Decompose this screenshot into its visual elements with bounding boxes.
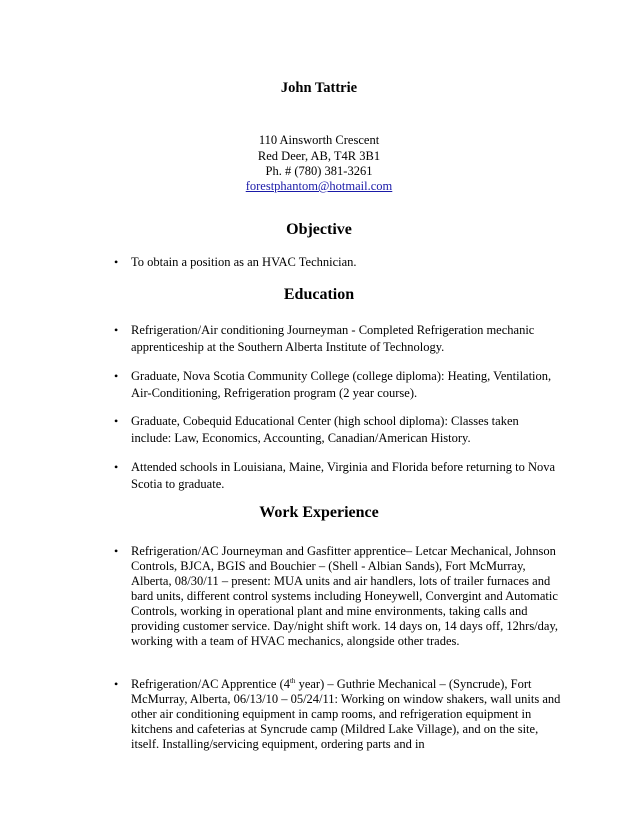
bullet-icon: • [114, 677, 119, 691]
work-experience-heading: Work Experience [259, 504, 379, 521]
email-link[interactable]: forestphantom@hotmail.com [245, 179, 393, 193]
work-text-rest: year) – Guthrie Mechanical – (Syncrude), Fort McMurray, Alberta, 06/13/10 – 05/24/11: Working on window shakers, wall units and other air conditioning equipment in camp rooms, and refrigeration equipment in kitchens and cafeterias at Syncrude camp (Mildred Lake Village), and on the site, itself. Installing/servicing equipment, ordering parts and in [131, 677, 561, 751]
applicant-name: John Tattrie [280, 80, 358, 96]
education-text: Graduate, Cobequid Educational Center (high school diploma): Classes taken include: Law, Economics, Accounting, Canadian/American History. [131, 414, 519, 445]
bullet-icon: • [114, 369, 119, 383]
phone-number: Ph. # (780) 381-3261 [265, 164, 373, 178]
work-text-start: Refrigeration/AC Apprentice (4 [131, 677, 290, 691]
education-text: Graduate, Nova Scotia Community College (college diploma): Heating, Ventilation, Air-Conditioning, Refrigeration program (2 year course). [131, 369, 552, 400]
address-line-2: Red Deer, AB, T4R 3B1 [257, 149, 381, 163]
education-item [114, 459, 561, 493]
education-item [114, 322, 561, 356]
objective-item [114, 254, 561, 271]
ordinal-suffix: th [289, 676, 296, 685]
education-item [114, 368, 561, 402]
work-item [114, 544, 561, 649]
objective-heading: Objective [286, 221, 352, 238]
education-text: Refrigeration/Air conditioning Journeyman - Completed Refrigeration mechanic apprenticeship at the Southern Alberta Institute of Technology. [131, 323, 535, 354]
objective-text: To obtain a position as an HVAC Technician. [131, 255, 357, 269]
bullet-icon: • [114, 460, 119, 474]
bullet-icon: • [114, 544, 119, 558]
work-item [114, 676, 561, 752]
education-heading: Education [283, 286, 355, 303]
bullet-icon: • [114, 414, 119, 428]
address-line-1: 110 Ainsworth Crescent [258, 133, 380, 147]
work-text: Refrigeration/AC Journeyman and Gasfitter apprentice– Letcar Mechanical, Johnson Controls, BJCA, BGIS and Bouchier – (Shell - Albian Sands), Fort McMurray, Alberta, 08/30/11 – present: MUA units and air handlers, lots of trailer furnaces and bard units, different control systems including Honeywell, Convergint and Automatic Controls, working in operational plant and mine environments, taking calls and providing customer service. Day/night shift work. 14 days on, 14 days off, 12hrs/day, working with a team of HVAC mechanics, alongside other trades. [131, 544, 559, 648]
bullet-icon: • [114, 255, 119, 269]
bullet-icon: • [114, 323, 119, 337]
education-item [114, 413, 561, 447]
education-text: Attended schools in Louisiana, Maine, Virginia and Florida before returning to Nova Scotia to graduate. [131, 460, 556, 491]
